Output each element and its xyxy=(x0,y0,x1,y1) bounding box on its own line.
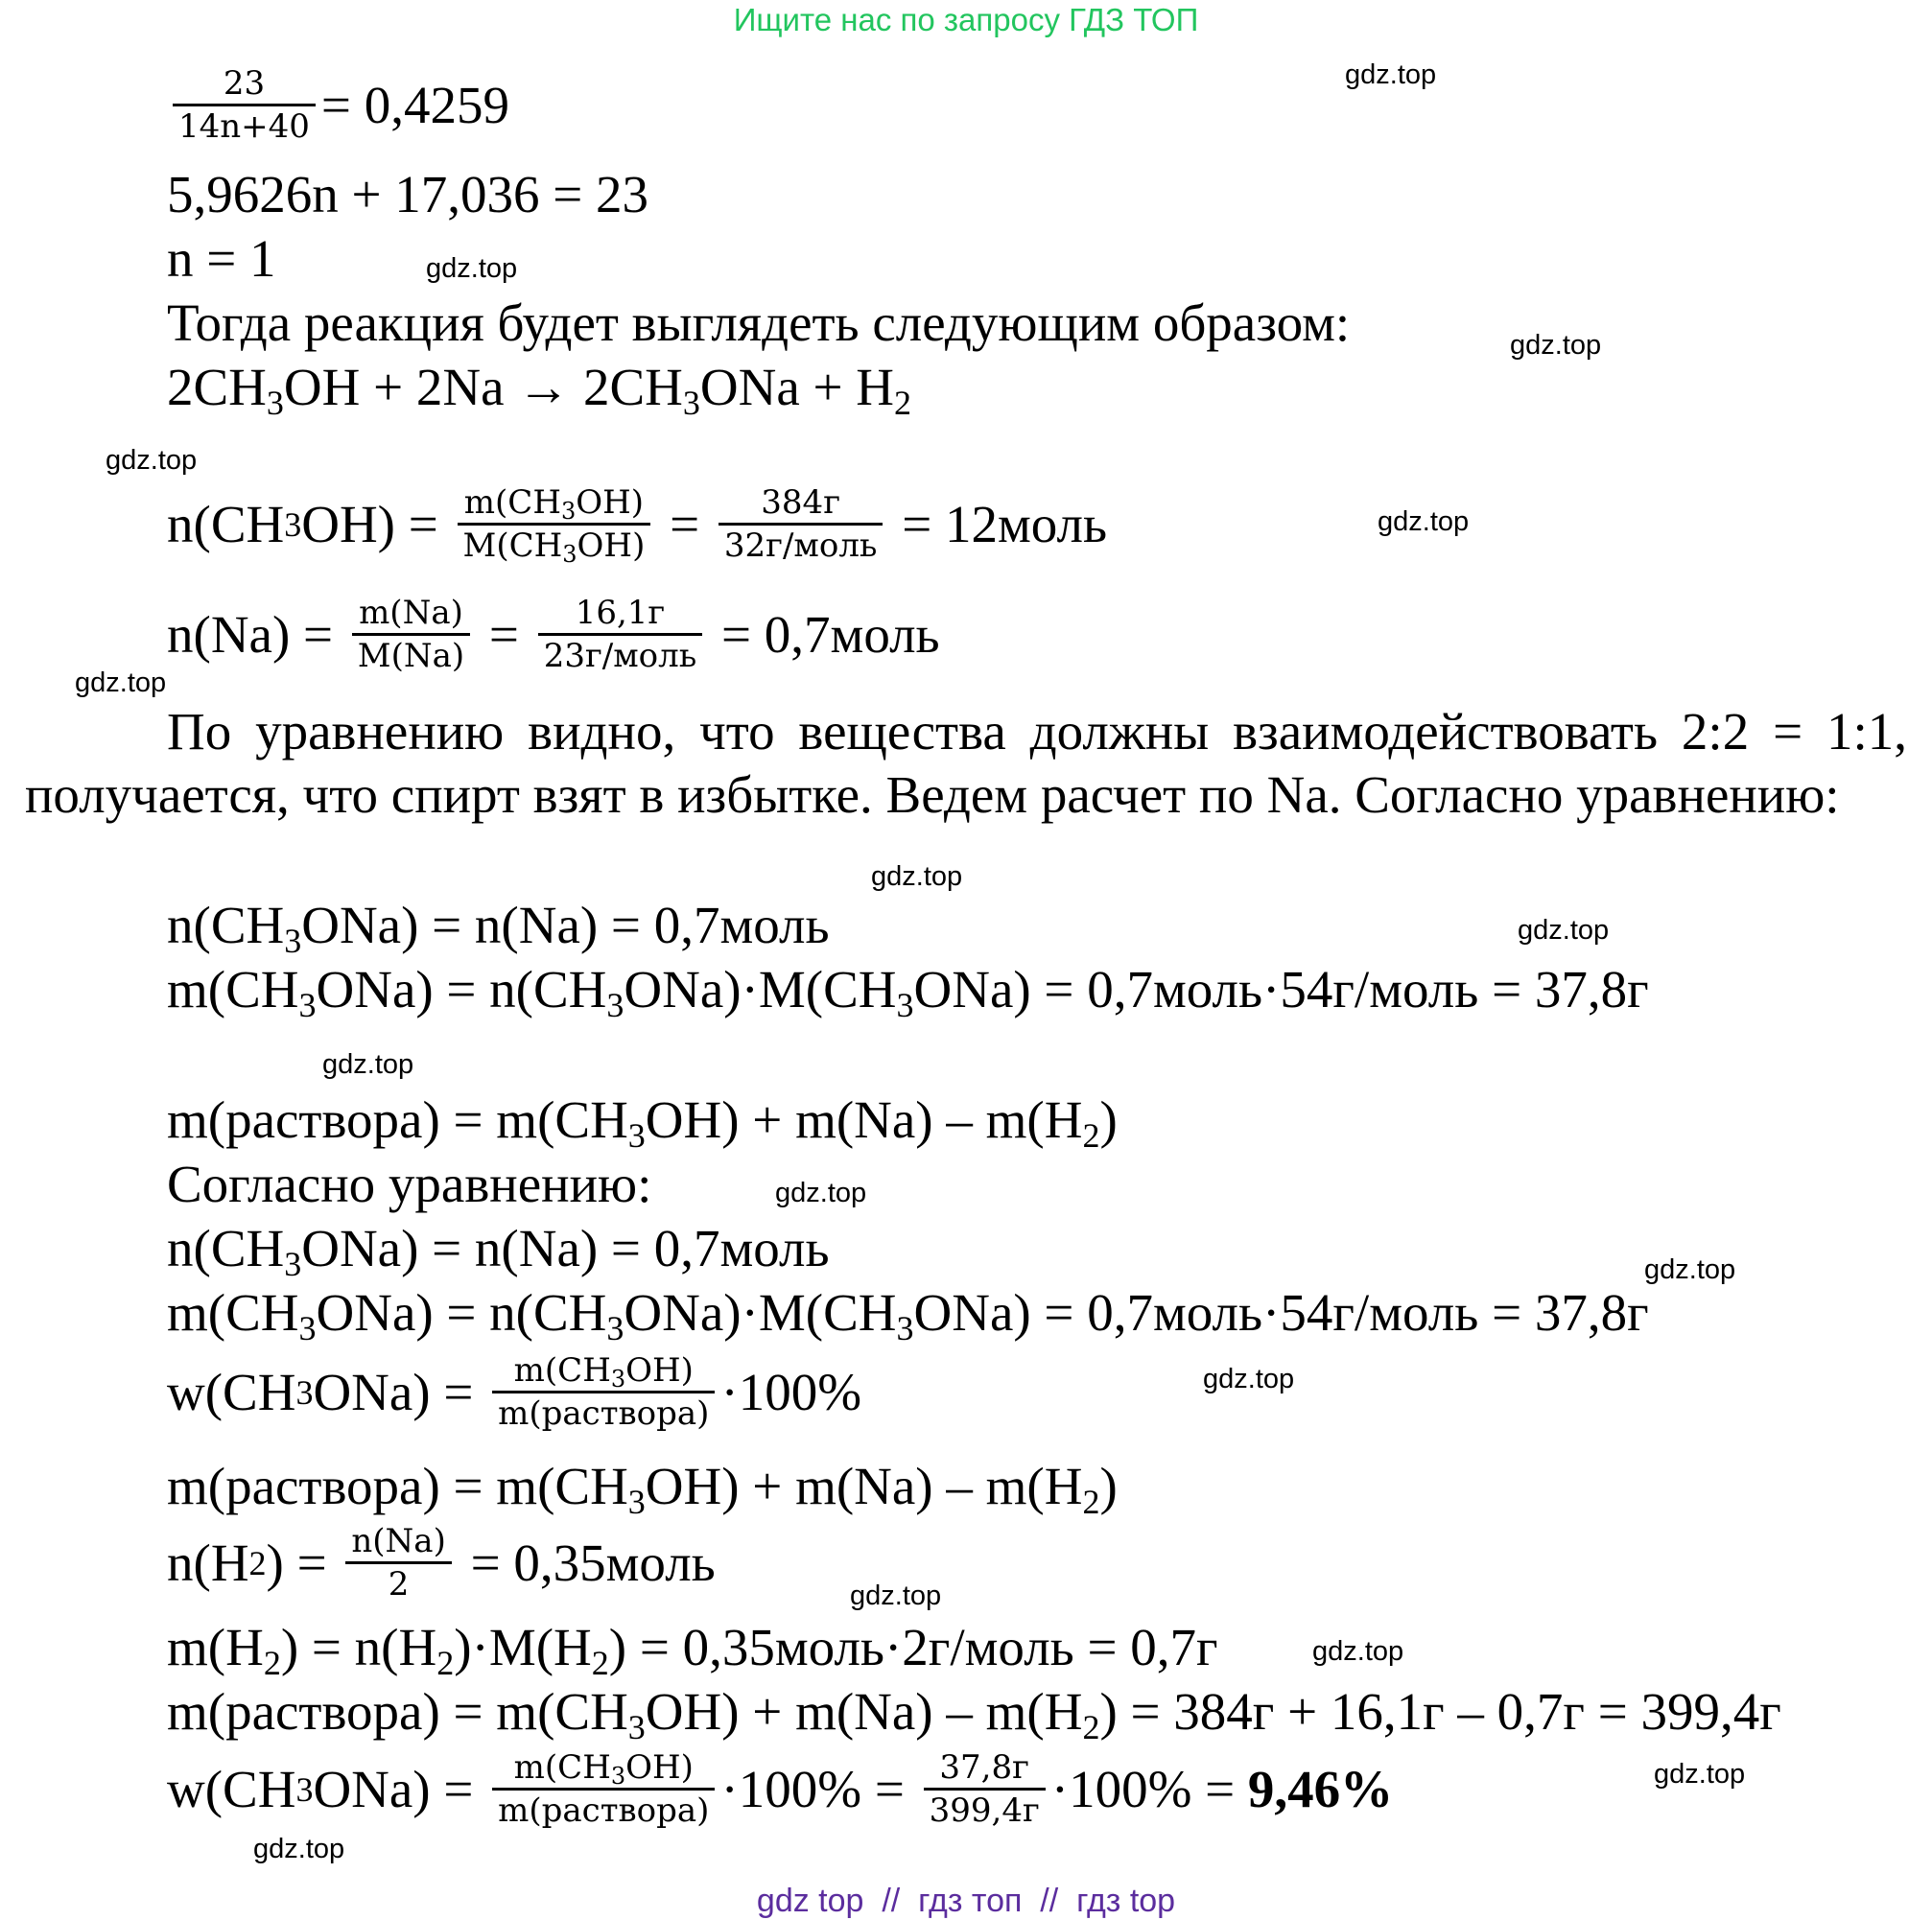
explanation-paragraph: По уравнению видно, что вещества должны взаимодействовать 2:2 = 1:1, получается, что спирт взят в избытке. Ведем расчет по Na. Согласно уравнению: xyxy=(25,702,1907,824)
equation-linear: 5,9626n + 17,036 = 23 xyxy=(167,165,649,223)
watermark: gdz.top xyxy=(775,1178,867,1208)
according-heading: Согласно уравнению: xyxy=(167,1155,652,1213)
watermark: gdz.top xyxy=(1203,1364,1295,1394)
equation-m-solution-calc: m(раствора) = $m(CH_3OH) + m(Na) - m(H_2) = 384г + 16,1г - 0,7г = 399,4г$ xyxy=(167,1682,1781,1747)
equation-m-ch3ona: $m(CH_3ONa) = n(CH_3ONa)\cdot M(CH_3ONa)$ = 0,7моль·54г/моль = 37,8г xyxy=(167,960,1649,1025)
equation-n-na: n(Na) = $\frac{m(Na)}{M(Na)}$ = $\frac{16,1г}{\text{23г/моль}}$ = 0,7моль xyxy=(167,594,940,675)
watermark: gdz.top xyxy=(1345,59,1437,90)
denominator: 14n+40 xyxy=(178,107,310,146)
watermark: gdz.top xyxy=(253,1834,345,1864)
watermark: gdz.top xyxy=(426,253,518,284)
search-banner: Ищите нас по запросу ГДЗ ТОП xyxy=(733,2,1199,37)
fraction: $\frac{m(CH_3OH)}{\text{m(раствора)}}$ xyxy=(492,1747,715,1831)
fraction: $\frac{m(Na)}{M(Na)}$ xyxy=(352,593,470,676)
equation-w-final: w(CH 3 ONa) = $\frac{m(CH_3OH)}{\text{m(раствора)}}$ ·100% = $\frac{37,8г}{399,4г}$ ·100% = 9,46% xyxy=(167,1748,1394,1830)
fraction: $\frac{m(CH_3OH)}{\text{m(раствора)}}$ xyxy=(492,1350,715,1434)
fraction: $\frac{n(Na)}{2}$ xyxy=(345,1521,451,1604)
watermark: gdz.top xyxy=(322,1049,414,1080)
equation-fraction xyxy=(167,63,509,147)
fraction: $\frac{37,8г}{399,4г}$ xyxy=(924,1747,1046,1831)
equation-w-formula: w(CH 3 ONa) = $\frac{m(CH_3OH)}{\text{m(раствора)}}$ ·100% xyxy=(167,1351,862,1433)
equation-m-h2: $m(H_2) = n(H_2)\cdot M(H_2)$ = 0,35моль·2г/моль = 0,7г xyxy=(167,1618,1218,1683)
footer-links: gdz top // гдз топ // гдз top xyxy=(756,1883,1176,1919)
equation-m-solution-2: m(раствора) = $m(CH_3OH) + m(Na) - m(H_2)$ xyxy=(167,1457,1118,1522)
watermark: gdz.top xyxy=(106,445,198,476)
fraction xyxy=(173,63,316,147)
reaction-equation: $2CH_3OH + 2Na \to 2CH_3ONa + H_2$ xyxy=(167,358,911,423)
watermark: gdz.top xyxy=(1654,1759,1746,1790)
watermark: gdz.top xyxy=(1644,1254,1736,1285)
equation-n-h2: n(H 2 ) = $\frac{n(Na)}{2}$ = 0,35моль xyxy=(167,1522,716,1604)
equation-m-solution: m(раствора) = $m(CH_3OH) + m(Na) - m(H_2)$ xyxy=(167,1090,1118,1156)
equation-n-ch3ona: $n(CH_3ONa) = n(Na)$ = 0,7моль xyxy=(167,896,830,961)
reaction-intro: Тогда реакция будет выглядеть следующим образом: xyxy=(167,293,1351,352)
watermark: gdz.top xyxy=(1518,915,1610,946)
fraction: $\frac{384г}{\text{32г/моль}}$ xyxy=(719,482,884,566)
watermark: gdz.top xyxy=(871,861,963,892)
watermark: gdz.top xyxy=(1378,506,1470,537)
watermark: gdz.top xyxy=(1312,1636,1404,1667)
equation-m-ch3ona-2: $m(CH_3ONa) = n(CH_3ONa)\cdot M(CH_3ONa)$ = 0,7моль·54г/моль = 37,8г xyxy=(167,1283,1649,1348)
equation-n-ch3ona-2: $n(CH_3ONa) = n(Na)$ = 0,7моль xyxy=(167,1219,830,1284)
fraction: $\frac{m(CH_3OH)}{M(CH_3OH)}$ xyxy=(458,482,651,566)
numerator: 23 xyxy=(223,64,266,103)
equation-rhs: = 0,4259 xyxy=(320,75,509,134)
watermark: gdz.top xyxy=(75,667,167,698)
equation-result: n = 1 xyxy=(167,229,276,288)
final-result: 9,46% xyxy=(1247,1759,1394,1818)
equation-n-ch3oh: n(CH 3 OH) = $\frac{m(CH_3OH)}{M(CH_3OH)}$ = $\frac{384г}{\text{32г/моль}}$ = 12моль xyxy=(167,483,1108,568)
watermark: gdz.top xyxy=(1510,330,1602,361)
watermark: gdz.top xyxy=(850,1580,942,1611)
fraction: $\frac{16,1г}{\text{23г/моль}}$ xyxy=(538,593,703,676)
